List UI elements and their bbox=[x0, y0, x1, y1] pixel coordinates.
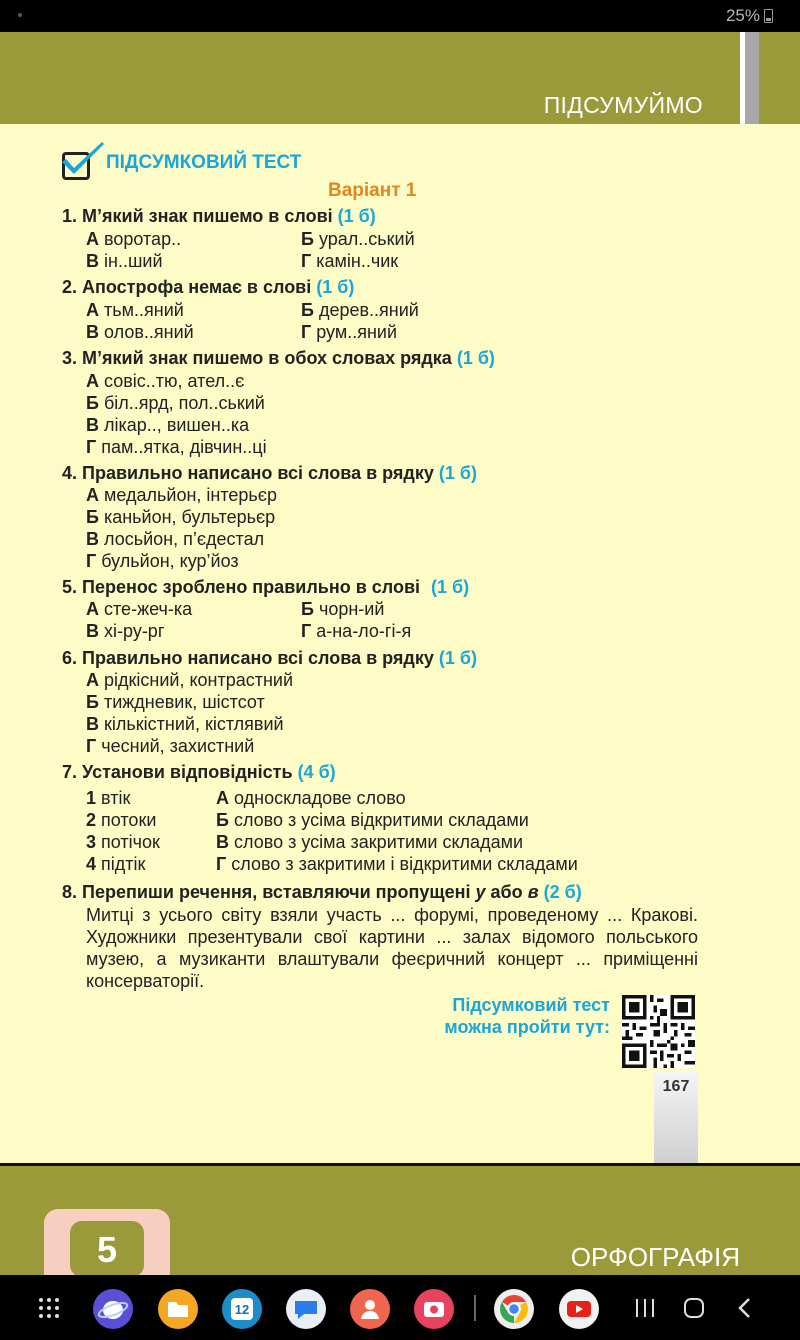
match-left-4: 4 підтік bbox=[86, 854, 146, 874]
question-number: 6. bbox=[62, 648, 78, 668]
question-points: (1 б) bbox=[438, 648, 477, 668]
option-a: А тьм..яний bbox=[86, 300, 184, 320]
recent-apps-icon[interactable] bbox=[634, 1298, 656, 1318]
page-header-band bbox=[0, 32, 800, 124]
match-left-3: 3 потічок bbox=[86, 832, 160, 852]
chapter-number: 5 bbox=[96, 1229, 118, 1270]
question-6-title bbox=[62, 648, 477, 669]
youtube-app-icon[interactable] bbox=[559, 1289, 599, 1329]
back-icon[interactable] bbox=[736, 1297, 752, 1319]
camera-app-icon[interactable] bbox=[414, 1289, 454, 1329]
contacts-app-icon[interactable] bbox=[350, 1289, 390, 1329]
question-points: (1 б) bbox=[316, 277, 355, 297]
section-header: ПІДСУМУЙМО bbox=[543, 92, 703, 118]
option-v: В лосьйон, п’єдестал bbox=[86, 529, 265, 549]
question-8-body: Митці з усього світу взяли участь ... форумі, проведеному ... Кракові. Художники презентували свої картини ... залах відомого польського музею, а музиканти влаштували феєричний концерт ... приміщенні консерваторії. bbox=[86, 905, 698, 991]
match-right-g: Г слово з закритими і відкритими складами bbox=[216, 854, 578, 874]
question-text: М’який знак пишемо в обох словах рядка bbox=[82, 348, 452, 368]
question-number: 2. bbox=[62, 277, 78, 297]
question-text: Правильно написано всі слова в рядку bbox=[82, 463, 434, 483]
option-b: Б тижднeвик, шістсот bbox=[86, 692, 265, 712]
option-g: Г рум..яний bbox=[301, 322, 398, 342]
navigation-bar bbox=[0, 1275, 800, 1340]
option-v: В олов..яний bbox=[86, 322, 194, 342]
option-g: Г пам..ятка, дівчин..ці bbox=[86, 437, 267, 457]
calendar-day: 12 bbox=[231, 1298, 253, 1320]
question-number: 8. bbox=[62, 882, 78, 902]
match-right-b: Б слово з усіма відкритими складами bbox=[216, 810, 529, 830]
notification-dot-icon bbox=[18, 13, 22, 17]
checkmark-icon bbox=[58, 140, 108, 182]
match-right-a: А односкладове слово bbox=[216, 788, 406, 808]
match-right-v: В слово з усіма закритими складами bbox=[216, 832, 524, 852]
question-5-title bbox=[62, 577, 469, 598]
option-g: Г камін..чик bbox=[301, 251, 399, 271]
question-keyword: у bbox=[475, 882, 486, 902]
question-points: (2 б) bbox=[543, 882, 582, 902]
question-number: 3. bbox=[62, 348, 78, 368]
chrome-app-icon[interactable] bbox=[494, 1289, 534, 1329]
apps-grid-icon[interactable] bbox=[38, 1297, 60, 1319]
option-g: Г чесний, захистний bbox=[86, 736, 255, 756]
messages-app-icon[interactable] bbox=[286, 1289, 326, 1329]
option-v: В хі-ру-рг bbox=[86, 621, 165, 641]
question-3-title bbox=[62, 348, 495, 369]
dock-divider bbox=[474, 1295, 476, 1321]
match-left-1: 1 втік bbox=[86, 788, 131, 808]
battery-percentage: 25% bbox=[725, 6, 760, 25]
question-text: Правильно написано всі слова в рядку bbox=[82, 648, 434, 668]
option-v: В ін..ший bbox=[86, 251, 163, 271]
question-text: Установи відповідність bbox=[82, 762, 293, 782]
textbook-page[interactable] bbox=[0, 32, 800, 1275]
internet-app-icon[interactable] bbox=[93, 1289, 133, 1329]
qr-code-icon[interactable] bbox=[622, 995, 695, 1068]
variant-label: Варіант 1 bbox=[328, 180, 417, 201]
question-number: 4. bbox=[62, 463, 78, 483]
home-icon[interactable] bbox=[683, 1297, 705, 1319]
question-points: (1 б) bbox=[438, 463, 477, 483]
question-8-title bbox=[62, 882, 582, 903]
chapter-badge-inner bbox=[70, 1221, 144, 1275]
status-bar bbox=[0, 0, 800, 32]
question-points: (1 б) bbox=[337, 206, 376, 226]
option-g: Г бульйон, кур’йоз bbox=[86, 551, 239, 571]
question-points: (4 б) bbox=[297, 762, 336, 782]
option-b: Б дерев..яний bbox=[301, 300, 419, 320]
files-app-icon[interactable] bbox=[158, 1289, 198, 1329]
chapter-title: ОРФОГРАФІЯ bbox=[570, 1242, 740, 1272]
question-1-title bbox=[62, 206, 376, 227]
question-number: 5. bbox=[62, 577, 78, 597]
question-7-title bbox=[62, 762, 336, 783]
match-left-2: 2 потоки bbox=[86, 810, 157, 830]
option-b: Б чорн-ий bbox=[301, 599, 385, 619]
question-keyword: в bbox=[527, 882, 539, 902]
question-number: 7. bbox=[62, 762, 78, 782]
question-number: 1. bbox=[62, 206, 78, 226]
question-text: Апострофа немає в слові bbox=[82, 277, 312, 297]
option-v: В кількістний, кістлявий bbox=[86, 714, 284, 734]
question-points: (1 б) bbox=[431, 577, 470, 597]
page-number-tab bbox=[654, 1072, 698, 1164]
option-a: А рідкісний, контрастний bbox=[86, 670, 294, 690]
chapter-badge bbox=[44, 1209, 170, 1275]
option-a: А сте-жеч-ка bbox=[86, 599, 193, 619]
qr-caption: Підсумковий тест можна пройти тут: bbox=[444, 995, 610, 1037]
battery-icon bbox=[764, 9, 773, 23]
calendar-app-icon[interactable] bbox=[222, 1289, 262, 1329]
question-text: М’який знак пишемо в слові bbox=[82, 206, 333, 226]
question-points: (1 б) bbox=[456, 348, 495, 368]
question-text: або bbox=[490, 882, 523, 902]
option-a: А медальйон, інтерьєр bbox=[86, 485, 277, 505]
question-text: Перенос зроблено правильно в слові bbox=[82, 577, 421, 597]
option-g: Г а-на-ло-гі-я bbox=[301, 621, 412, 641]
option-b: Б біл..ярд, пол..ський bbox=[86, 393, 265, 413]
option-a: А воротар.. bbox=[86, 229, 182, 249]
option-a: А совіс..тю, ател..є bbox=[86, 371, 245, 391]
page-number: 167 bbox=[662, 1078, 690, 1095]
option-v: В лікар.., вишен..ка bbox=[86, 415, 250, 435]
question-4-title bbox=[62, 463, 477, 484]
question-text: Перепиши речення, вставляючи пропущені bbox=[82, 882, 471, 902]
option-b: Б каньйон, бультерьєр bbox=[86, 507, 276, 527]
test-title: ПІДСУМКОВИЙ ТЕСТ bbox=[106, 152, 302, 173]
question-2-title bbox=[62, 277, 354, 298]
option-b: Б урал..ський bbox=[301, 229, 415, 249]
header-stripe-gray bbox=[745, 32, 759, 124]
